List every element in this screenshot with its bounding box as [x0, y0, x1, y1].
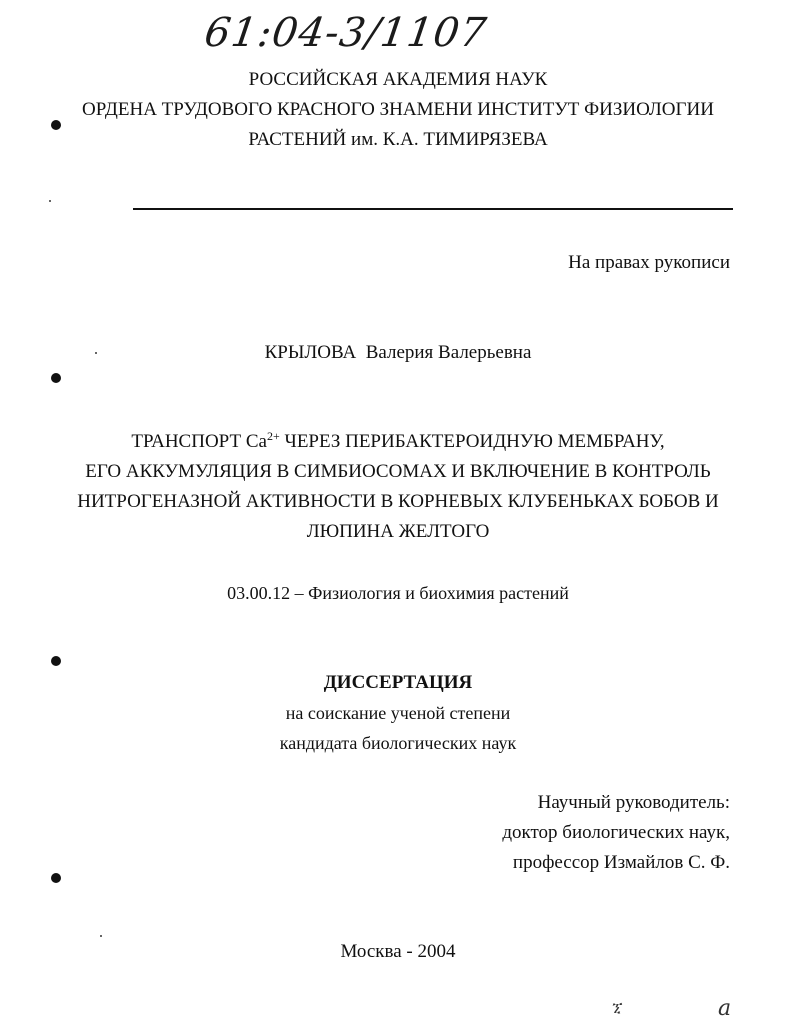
title-line-1-pre: ТРАНСПОРТ Ca: [131, 431, 267, 452]
supervisor-label: Научный руководитель:: [537, 792, 730, 813]
dissertation-degree-line-1: на соискание ученой степени: [285, 703, 511, 723]
margin-mark-2: a: [718, 996, 732, 1021]
title-superscript: 2+: [266, 429, 280, 443]
margin-mark-1: ኚ: [610, 998, 621, 1017]
header-institute: ОРДЕНА ТРУДОВОГО КРАСНОГО ЗНАМЕНИ ИНСТИТУТ ФИЗИОЛОГИИ: [82, 99, 714, 120]
specialty: 03.00.12 – Физиология и биохимия растений: [227, 583, 569, 603]
handwritten-catalog-number: 61:04-3/1107: [201, 10, 490, 56]
author-name: [0, 341, 796, 365]
punch-hole-4: [51, 873, 61, 883]
punch-hole-2: [51, 373, 61, 383]
header-institute-name: РАСТЕНИЙ им. К.А. ТИМИРЯЗЕВА: [248, 129, 548, 150]
author-given-name: Валерия Валерьевна: [365, 342, 532, 363]
scan-speck: [95, 352, 97, 354]
header-divider: [133, 208, 733, 210]
title-line-1-post: ЧЕРЕЗ ПЕРИБАКТЕРОИДНУЮ МЕМБРАНУ,: [279, 431, 665, 452]
city-year: Москва - 2004: [340, 941, 456, 962]
dissertation-degree-line-2: кандидата биологических наук: [279, 733, 517, 753]
punch-hole-1: [51, 120, 61, 130]
author-surname: КРЫЛОВА: [264, 342, 357, 363]
title-line-1: [0, 430, 796, 454]
title-line-2: ЕГО АККУМУЛЯЦИЯ В СИМБИОСОМАХ И ВКЛЮЧЕНИЕ В КОНТРОЛЬ: [85, 461, 711, 482]
rights-note: На правах рукописи: [568, 252, 730, 273]
punch-hole-3: [51, 656, 61, 666]
dissertation-heading: ДИССЕРТАЦИЯ: [323, 672, 473, 693]
title-line-4: ЛЮПИНА ЖЕЛТОГО: [306, 521, 490, 542]
header-academy: РОССИЙСКАЯ АКАДЕМИЯ НАУК: [248, 69, 548, 90]
supervisor-name: профессор Измайлов С. Ф.: [512, 852, 730, 873]
scan-speck: [49, 200, 51, 202]
supervisor-degree: доктор биологических наук,: [502, 822, 730, 843]
title-line-3: НИТРОГЕНАЗНОЙ АКТИВНОСТИ В КОРНЕВЫХ КЛУБЕНЬКАХ БОБОВ И: [77, 491, 719, 512]
scan-speck: [100, 935, 102, 937]
